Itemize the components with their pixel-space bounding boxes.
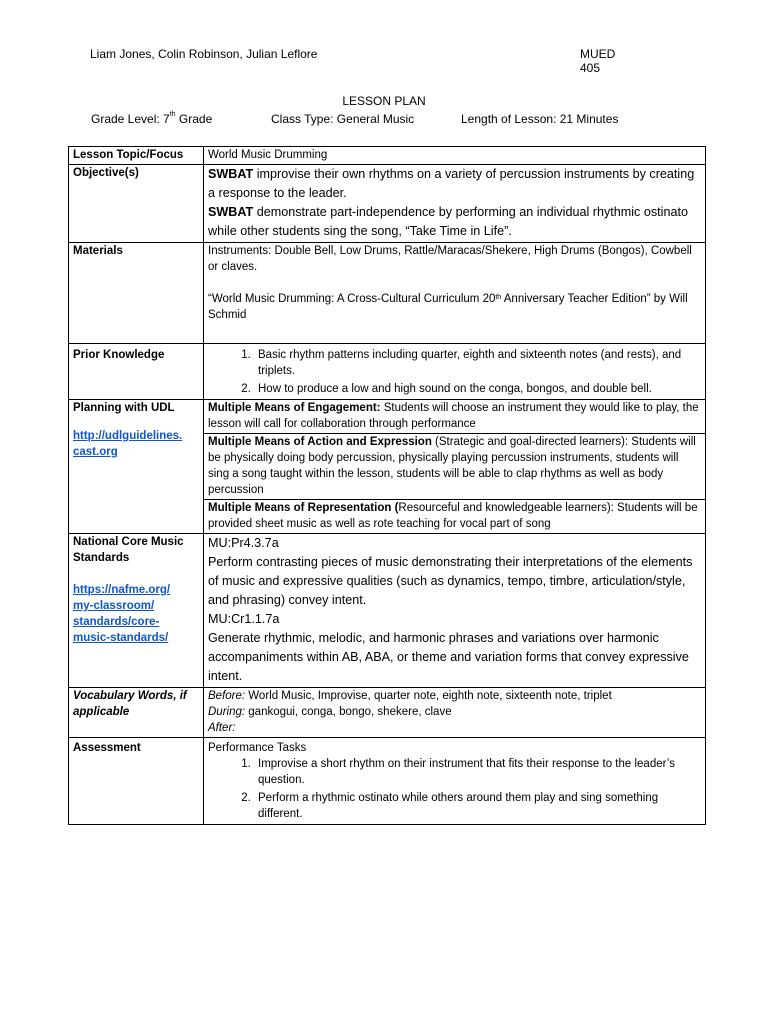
row-label-assessment: Assessment [69, 738, 204, 825]
table-row [69, 165, 706, 243]
authors: Liam Jones, Colin Robinson, Julian Leflore [90, 47, 318, 61]
objective-item: SWBAT demonstrate part-independence by performing an individual rhythmic ostinato while other students sing the song, “Take Time in Life”. [208, 205, 688, 238]
standards-cell [204, 534, 706, 688]
prior-knowledge-cell [204, 344, 706, 400]
vocab-after: After: [208, 722, 236, 734]
standard-code: MU:Cr1.1.7a [208, 612, 280, 626]
assessment-list [208, 756, 701, 822]
standard-text: Generate rhythmic, melodic, and harmonic phrases and variations over harmonic accompaniments within AB, ABA, or theme and variation forms that convey expressive intent. [208, 631, 689, 683]
row-label-topic: Lesson Topic/Focus [69, 147, 204, 165]
assessment-cell [204, 738, 706, 825]
grade-level: Grade Level: 7th Grade [91, 111, 213, 126]
table-row [69, 147, 706, 165]
udl-action-expression: Multiple Means of Action and Expression (Strategic and goal-directed learners): Students will be physically doing body percussion, physically playing percussion instruments, students will sing a song taught within the lesson, students will be able to clap rhythms as well as body percussion [204, 434, 706, 500]
assessment-heading: Performance Tasks [208, 742, 307, 754]
class-type: Class Type: General Music [271, 112, 415, 126]
list-item: 2. Perform a rhythmic ostinato while others around them play and sing something different. [254, 790, 701, 822]
prior-list [208, 347, 701, 397]
nafme-link[interactable]: https://nafme.org/ my-classroom/ standards/core- music-standards/ [73, 584, 171, 644]
table-row [69, 534, 706, 688]
row-label-materials: Materials [69, 243, 204, 344]
vocab-cell [204, 688, 706, 738]
list-item: 1. Improvise a short rhythm on their instrument that fits their response to the leader’s question. [254, 756, 701, 788]
udl-engagement: Multiple Means of Engagement: Students will choose an instrument they would like to play, the lesson will call for collaboration through performance [204, 400, 706, 434]
udl-representation: Multiple Means of Representation (Resourceful and knowledgeable learners): Students will be provided sheet music as well as rote teaching for vocal part of song [204, 500, 706, 534]
table-row [69, 400, 706, 434]
row-label-vocab: Vocabulary Words, if applicable [69, 688, 204, 738]
standard-text: Perform contrasting pieces of music demonstrating their interpretations of the elements of music and expressive qualities (such as dynamics, tempo, timbre, articulation/style, and phrasing) convey intent. [208, 555, 693, 607]
lesson-length: Length of Lesson: 21 Minutes [461, 112, 619, 126]
udl-link[interactable]: http://udlguidelines. cast.org [73, 430, 183, 458]
objective-item: SWBAT improvise their own rhythms on a variety of percussion instruments by creating a response to the leader. [208, 167, 695, 200]
row-label-standards: National Core Music Standards https://nafme.org/ my-classroom/ standards/core- music-standards/ [69, 534, 204, 688]
row-label-udl: Planning with UDL http://udlguidelines. cast.org [69, 400, 204, 534]
objectives-cell [204, 165, 706, 243]
list-item: 2. How to produce a low and high sound on the conga, bongos, and double bell. [254, 381, 701, 397]
row-label-objectives: Objective(s) [69, 165, 204, 243]
vocab-before: Before: World Music, Improvise, quarter note, eighth note, sixteenth note, triplet [208, 690, 612, 702]
vocab-during: During: gankogui, conga, bongo, shekere, clave [208, 706, 452, 718]
list-item: 1. Basic rhythm patterns including quarter, eighth and sixteenth notes (and rests), and triplets. [254, 347, 701, 379]
row-label-prior: Prior Knowledge [69, 344, 204, 400]
table-row [69, 688, 706, 738]
table-row [69, 738, 706, 825]
table-row [69, 243, 706, 344]
course-code: MUED 405 [580, 47, 616, 75]
instruments-list: Instruments: Double Bell, Low Drums, Rattle/Maracas/Shekere, High Drums (Bongos), Cowbell or claves. [208, 245, 692, 273]
topic-value: World Music Drumming [204, 147, 706, 165]
table-row [69, 344, 706, 400]
page-title: LESSON PLAN [342, 94, 426, 108]
materials-cell [204, 243, 706, 344]
lesson-plan-table [68, 146, 706, 825]
textbook-reference: “World Music Drumming: A Cross-Cultural Curriculum 20th Anniversary Teacher Edition” by Will Schmid [208, 293, 688, 321]
standard-code: MU:Pr4.3.7a [208, 536, 279, 550]
